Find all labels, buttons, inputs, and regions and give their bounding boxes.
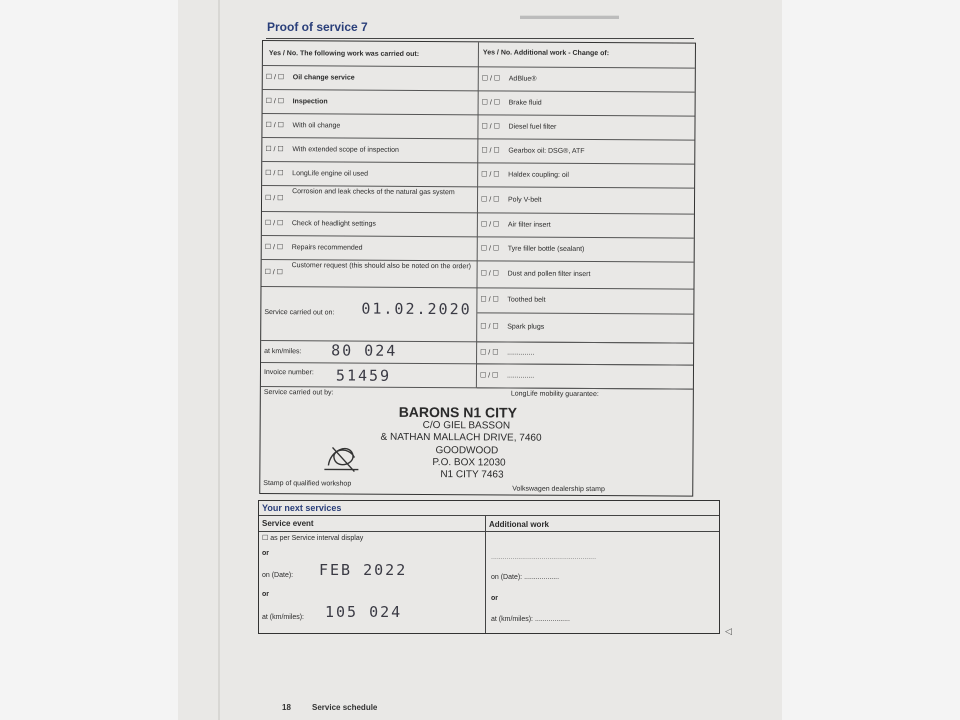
left-service-row — [263, 89, 479, 115]
stamp-line-3: & NATHAN MALLACH DRIVE, 7460 — [380, 431, 542, 444]
left-service-label: LongLife engine oil used — [292, 169, 369, 178]
left-service-label: With oil change — [292, 121, 341, 129]
right-service-row — [477, 287, 693, 314]
yes-no-checkbox[interactable]: ☐ / ☐ — [479, 371, 499, 379]
km-label: at km/miles: — [264, 348, 302, 356]
left-column-header: Yes / No. The following work was carried out: — [268, 50, 420, 58]
yes-no-checkbox[interactable]: ☐ / ☐ — [480, 348, 499, 356]
right-service-label: Poly V-belt — [508, 196, 542, 204]
background-left — [0, 0, 178, 720]
yes-no-checkbox[interactable]: ☐ / ☐ — [480, 270, 499, 278]
right-service-label: Toothed belt — [507, 296, 546, 304]
next-service-date: FEB 2022 — [319, 561, 408, 579]
right-service-row — [478, 114, 694, 140]
left-service-label: With extended scope of inspection — [292, 145, 399, 154]
stamp-dealer-name: BARONS N1 CITY — [398, 403, 518, 421]
signature-scribble — [318, 439, 366, 475]
right-service-label: Brake fluid — [508, 99, 542, 107]
yes-no-checkbox[interactable]: ☐ / ☐ — [265, 97, 285, 105]
yes-no-checkbox[interactable]: ☐ / ☐ — [481, 195, 500, 203]
right-service-row — [478, 138, 694, 164]
left-service-label: Repairs recommended — [291, 243, 363, 252]
right-service-label: Air filter insert — [507, 221, 551, 229]
left-service-row — [262, 211, 478, 237]
right-service-row — [477, 312, 693, 343]
background-right — [782, 0, 960, 720]
or-label-2: or — [262, 591, 269, 598]
right-service-label: AdBlue® — [508, 75, 537, 83]
right-service-row — [479, 90, 695, 116]
page-title: Proof of service 7 — [267, 20, 368, 34]
right-service-label: .............. — [507, 349, 535, 357]
service-date-value: 01.02.2020 — [361, 299, 472, 319]
yes-no-checkbox[interactable]: ☐ / ☐ — [480, 323, 499, 331]
left-service-label: Corrosion and leak checks of the natural gas system — [292, 188, 455, 197]
corner-arrow-icon: ◁ — [725, 626, 732, 636]
dealership-stamp-label: Volkswagen dealership stamp — [512, 485, 605, 494]
left-service-row — [262, 113, 478, 139]
left-service-row — [261, 259, 477, 288]
yes-no-checkbox[interactable]: ☐ / ☐ — [480, 220, 500, 228]
additional-work-dots: ...................................................... — [491, 554, 597, 561]
page-number: 18 — [282, 703, 291, 712]
next-services-box — [258, 500, 720, 634]
yes-no-checkbox[interactable]: ☐ / ☐ — [480, 296, 499, 304]
additional-work-header: Additional work — [489, 520, 549, 529]
next-services-title: Your next services — [262, 503, 342, 513]
left-service-row — [262, 185, 478, 213]
service-event-header: Service event — [262, 519, 314, 528]
on-date-label: on (Date): — [262, 572, 294, 579]
right-service-label: .............. — [506, 372, 535, 380]
left-service-row — [263, 65, 479, 91]
left-service-label: Check of headlight settings — [291, 219, 376, 228]
yes-no-checkbox[interactable]: ☐ / ☐ — [480, 244, 500, 252]
right-service-label: Dust and pollen filter insert — [507, 270, 591, 279]
mobility-guarantee-label: LongLife mobility guarantee: — [510, 390, 599, 399]
yes-no-checkbox[interactable]: ☐ / ☐ — [481, 98, 501, 106]
additional-or-label: or — [491, 595, 498, 602]
yes-no-checkbox[interactable]: ☐ / ☐ — [265, 145, 284, 153]
right-column-header: Yes / No. Additional work - Change of: — [482, 49, 610, 58]
right-service-label: Gearbox oil: DSG®, ATF — [508, 147, 585, 155]
yes-no-checkbox[interactable]: ☐ / ☐ — [481, 122, 500, 130]
right-service-row — [478, 236, 694, 262]
right-service-label: Spark plugs — [507, 323, 545, 331]
title-rule — [266, 38, 694, 39]
yes-no-checkbox[interactable]: ☐ / ☐ — [264, 243, 284, 251]
additional-on-date: on (Date): .................. — [491, 574, 560, 581]
right-service-row — [478, 186, 694, 214]
left-service-label: Oil change service — [292, 73, 355, 82]
yes-no-checkbox[interactable]: ☐ / ☐ — [265, 121, 284, 129]
yes-no-checkbox[interactable]: ☐ / ☐ — [265, 169, 284, 177]
interval-option[interactable] — [262, 534, 363, 543]
stamp-line-4: GOODWOOD — [435, 445, 499, 457]
invoice-value: 51459 — [335, 366, 392, 385]
service-date-label: Service carried out on: — [264, 309, 335, 317]
next-km-label: at (km/miles): — [262, 614, 304, 621]
right-service-row — [478, 162, 694, 188]
right-service-row — [477, 363, 693, 389]
next-service-km: 105 024 — [325, 603, 403, 621]
left-service-row — [262, 161, 478, 187]
right-service-row — [477, 341, 693, 365]
section-name: Service schedule — [312, 703, 378, 712]
km-value: 80 024 — [331, 341, 398, 360]
invoice-label: Invoice number: — [263, 369, 314, 377]
interval-checkbox[interactable]: ☐ — [262, 535, 269, 542]
left-service-row — [262, 137, 478, 163]
carried-out-by-label: Service carried out by: — [263, 389, 334, 397]
proof-of-service-table — [259, 40, 696, 497]
additional-km: at (km/miles): .................. — [491, 616, 570, 623]
left-service-row — [262, 235, 478, 261]
stamp-line-6: N1 CITY 7463 — [440, 469, 504, 481]
yes-no-checkbox[interactable]: ☐ / ☐ — [265, 73, 285, 81]
right-service-row — [479, 66, 695, 92]
yes-no-checkbox[interactable]: ☐ / ☐ — [264, 269, 283, 277]
qualified-workshop-label: Stamp of qualified workshop — [263, 480, 352, 488]
yes-no-checkbox[interactable]: ☐ / ☐ — [265, 194, 284, 202]
yes-no-checkbox[interactable]: ☐ / ☐ — [264, 219, 284, 227]
stamp-line-2: C/O GIEL BASSON — [422, 419, 511, 432]
right-service-label: Tyre filler bottle (sealant) — [507, 245, 585, 253]
right-service-row — [477, 260, 693, 289]
yes-no-checkbox[interactable]: ☐ / ☐ — [481, 74, 501, 82]
right-service-label: Diesel fuel filter — [508, 123, 557, 131]
yes-no-checkbox[interactable]: ☐ / ☐ — [481, 146, 500, 154]
or-label-1: or — [262, 550, 269, 557]
left-service-label: Inspection — [292, 97, 328, 105]
faint-bleed-text: ▬▬▬▬▬▬▬▬▬ — [520, 10, 619, 22]
right-service-label: Haldex coupling: oil — [508, 171, 569, 179]
yes-no-checkbox[interactable]: ☐ / ☐ — [481, 170, 500, 178]
right-service-row — [478, 212, 694, 238]
left-service-label: Customer request (this should also be noted on the order) — [291, 262, 472, 271]
stamp-line-5: P.O. BOX 12030 — [432, 457, 506, 469]
interval-label: as per Service interval display — [270, 535, 364, 542]
